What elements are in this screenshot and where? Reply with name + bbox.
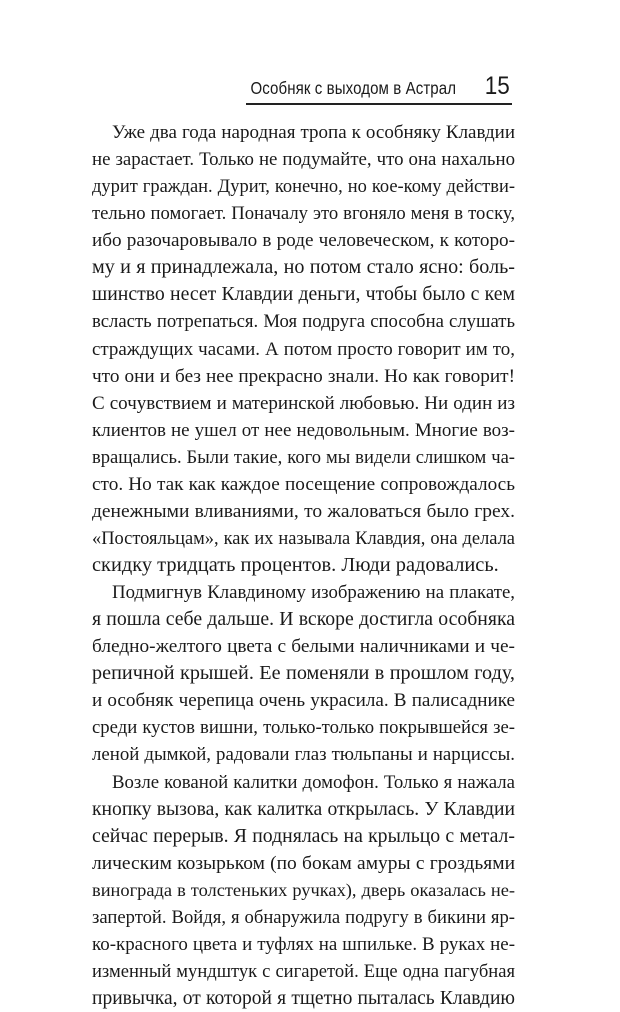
text-line: дурит граждан. Дурит, конечно, но кое-кому действи-: [92, 176, 515, 197]
text-line: среди кустов вишни, только-только покрывшейся зе-: [92, 717, 515, 739]
text-line: «Постояльцам», как их называла Клавдия, она делала: [92, 527, 515, 548]
text-line: ибо разочаровывало в роде человеческом, к которо-: [92, 230, 515, 252]
text-line: привычка, от которой я тщетно пыталась Клавдию: [92, 988, 515, 1009]
text-line: му и я принадлежала, но потом стало ясно: боль-: [92, 256, 515, 279]
text-line: клиентов не ушел от нее недовольным. Многие воз-: [92, 419, 515, 441]
text-line: что они и без нее прекрасно знали. Но как говорит!: [92, 365, 515, 387]
page-number: 15: [484, 72, 510, 100]
text-line: С сочувствием и материнской любовью. Ни один из: [92, 392, 515, 414]
text-line: винограда в толстеньких ручках), дверь оказалась не-: [92, 879, 515, 900]
text-line: я пошла себе дальше. И вскоре достигла особняка: [92, 608, 515, 631]
text-line: изменный мундштук с сигаретой. Еще одна пагубная: [92, 960, 515, 982]
page-header: [100, 70, 512, 104]
text-line: Возле кованой калитки домофон. Только я нажала: [112, 771, 515, 793]
text-line: скидку тридцать процентов. Люди радовались.: [92, 554, 499, 576]
text-line: кнопку вызова, как калитка открылась. У Клавдии: [92, 798, 515, 820]
running-title: Особняк с выходом в Астрал: [250, 78, 456, 98]
text-line: всласть потрепаться. Моя подруга способна слушать: [92, 311, 515, 333]
header-rule: [246, 103, 512, 105]
text-line: страждущих часами. А потом просто говорит им то,: [92, 338, 515, 360]
text-line: Подмигнув Клавдиному изображению на плакате,: [112, 582, 515, 604]
text-line: леной дымкой, радовали глаз тюльпаны и нарциссы.: [92, 744, 515, 766]
text-line: сейчас перерыв. Я поднялась на крыльцо с метал-: [92, 824, 515, 847]
text-line: тельно помогает. Поначалу это вгоняло меня в тоску,: [92, 203, 515, 225]
text-line: Уже два года народная тропа к особняку Клавдии: [112, 122, 515, 143]
text-line: и особняк черепица очень украсила. В палисаднике: [92, 690, 515, 712]
text-line: вращались. Были такие, кого мы видели слишком ча-: [92, 446, 515, 468]
text-line: лическим козырьком (по бокам амуры с гроздьями: [92, 852, 515, 874]
text-line: денежными вливаниями, то жаловаться было грех.: [92, 500, 515, 522]
text-line: бледно-желтого цвета с белыми наличниками и че-: [92, 636, 515, 658]
text-line: шинство несет Клавдии деньги, чтобы было с кем: [92, 283, 515, 306]
text-line: репичной крышей. Ее поменяли в прошлом году,: [92, 662, 515, 685]
text-line: запертой. Войдя, я обнаружила подругу в бикини яр-: [92, 906, 515, 928]
text-line: ко-красного цвета и туфлях на шпильке. В руках не-: [92, 933, 515, 955]
text-line: не зарастает. Только не подумайте, что она нахально: [92, 149, 515, 171]
body-text: [92, 119, 515, 1012]
text-line: сто. Но так как каждое посещение сопровождалось: [92, 473, 515, 495]
